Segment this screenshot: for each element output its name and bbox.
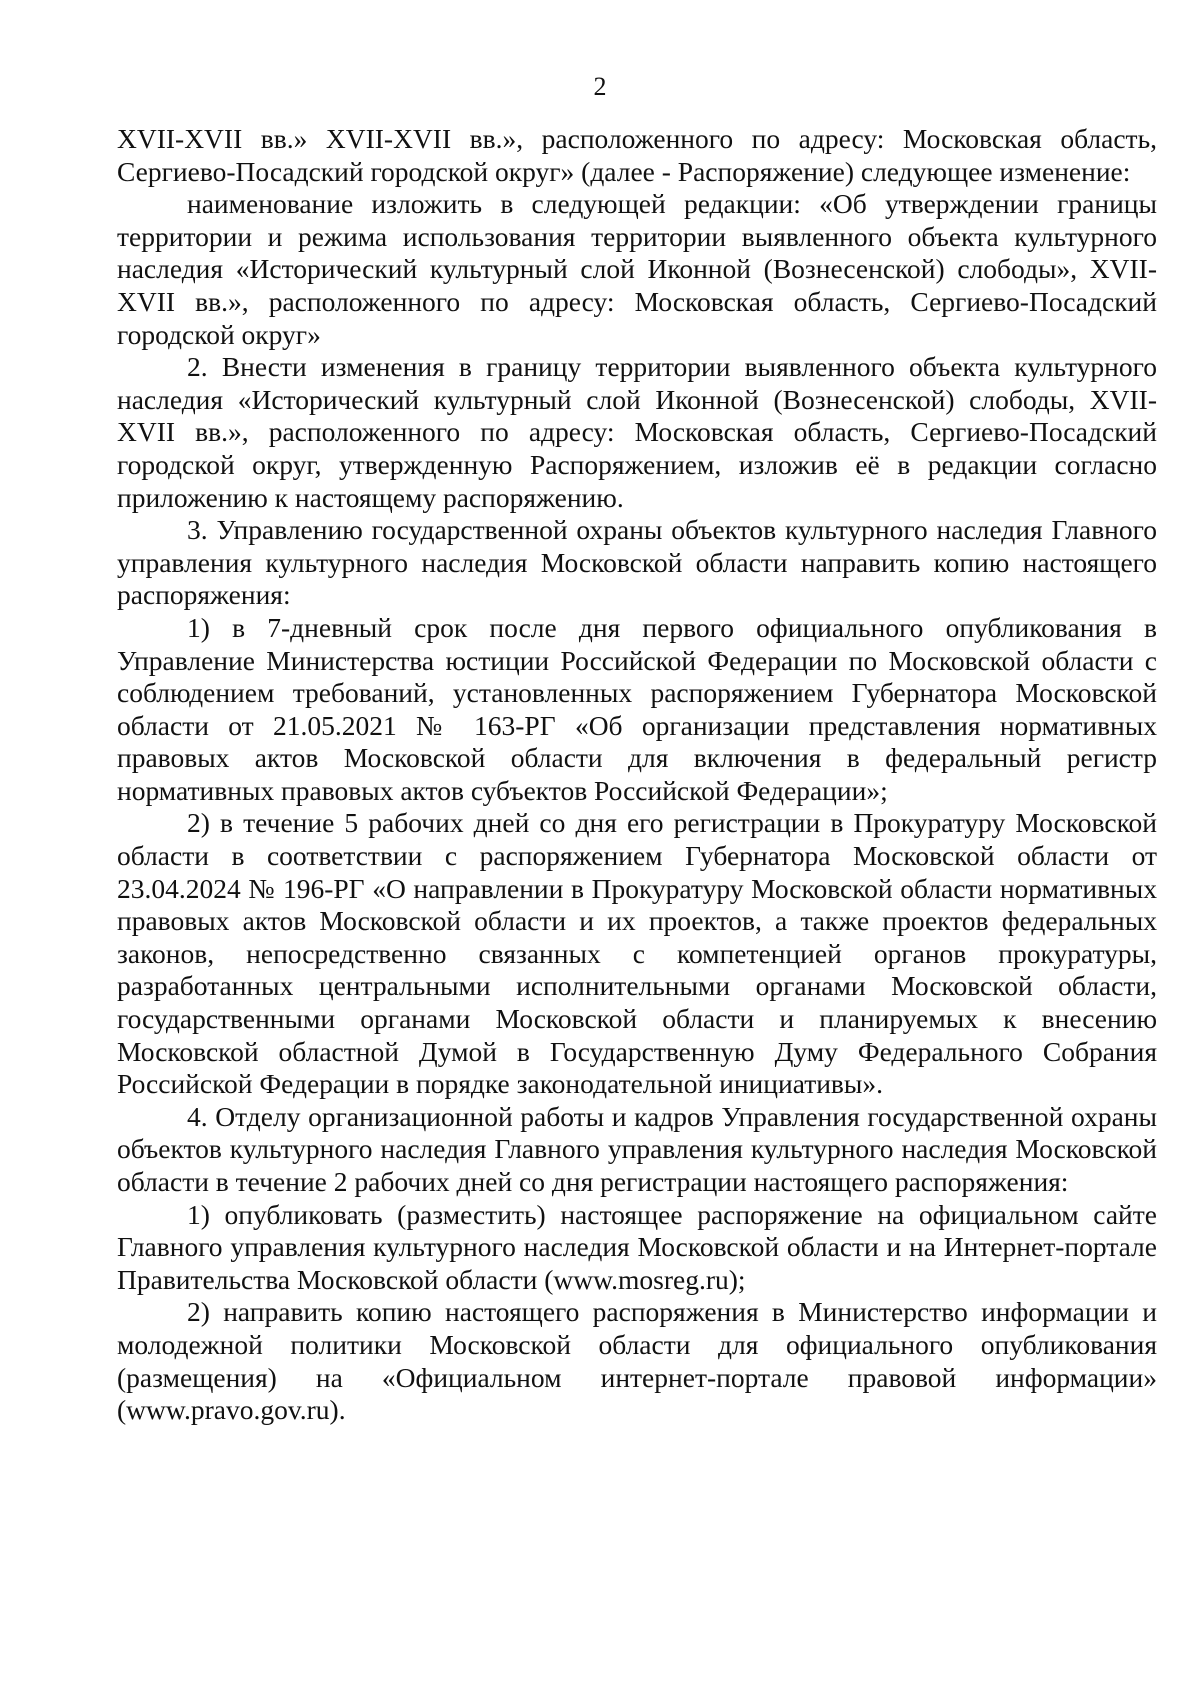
paragraph-item-3-1: 1) в 7-дневный срок после дня первого официального опубликования в Управление Министерства юстиции Российской Федерации по Московской области с соблюдением требований, установленных распоряжением Губернатора Московской области от 21.05.2021 № 163-РГ «Об организации представления нормативных правовых актов Московской области для включения в федеральный регистр нормативных правовых актов субъектов Российской Федерации»; <box>117 611 1157 806</box>
page-number: 2 <box>593 72 607 101</box>
document-body <box>117 123 1157 1427</box>
paragraph-item-2: 2. Внести изменения в границу территории выявленного объекта культурного наследия «Исторический культурный слой Иконной (Вознесенской) слободы, XVII-XVII вв.», расположенного по адресу: Московская область, Сергиево-Посадский городской округ, утвержденную Распоряжением, изложив её в редакции согласно приложению к настоящему распоряжению. <box>117 351 1157 513</box>
paragraph-item-3: 3. Управлению государственной охраны объектов культурного наследия Главного управления культурного наследия Московской области направить копию настоящего распоряжения: <box>117 514 1157 611</box>
paragraph-item-4-2: 2) направить копию настоящего распоряжения в Министерство информации и молодежной политики Московской области для официального опубликования (размещения) на «Официальном интернет-портале правовой информации» (www.pravo.gov.ru). <box>117 1296 1157 1426</box>
paragraph-item-4: 4. Отделу организационной работы и кадров Управления государственной охраны объектов культурного наследия Главного управления культурного наследия Московской области в течение 2 рабочих дней со дня регистрации настоящего распоряжения: <box>117 1100 1157 1197</box>
paragraph-continuation: XVII-XVII вв.» XVII-XVII вв.», расположенного по адресу: Московская область, Сергиево-Посадский городской округ» (далее - Распоряжение) следующее изменение: <box>117 123 1157 187</box>
paragraph-item-4-1: 1) опубликовать (разместить) настоящее распоряжение на официальном сайте Главного управления культурного наследия Московской области и на Интернет-портале Правительства Московской области (www.mosreg.ru); <box>117 1198 1157 1295</box>
paragraph-item-3-2: 2) в течение 5 рабочих дней со дня его регистрации в Прокуратуру Московской области в соответствии с распоряжением Губернатора Московской области от 23.04.2024 № 196-РГ «О направлении в Прокуратуру Московской области нормативных правовых актов Московской области и их проектов, а также проектов федеральных законов, непосредственно связанных с компетенцией органов прокуратуры, разработанных центральными исполнительными органами Московской области, государственными органами Московской области и планируемых к внесению Московской областной Думой в Государственную Думу Федерального Собрания Российской Федерации в порядке законодательной инициативы». <box>117 807 1157 1100</box>
paragraph-name-wording: наименование изложить в следующей редакции: «Об утверждении границы территории и режима использования территории выявленного объекта культурного наследия «Исторический культурный слой Иконной (Вознесенской) слободы», XVII-XVII вв.», расположенного по адресу: Московская область, Сергиево-Посадский городской округ» <box>117 188 1157 350</box>
